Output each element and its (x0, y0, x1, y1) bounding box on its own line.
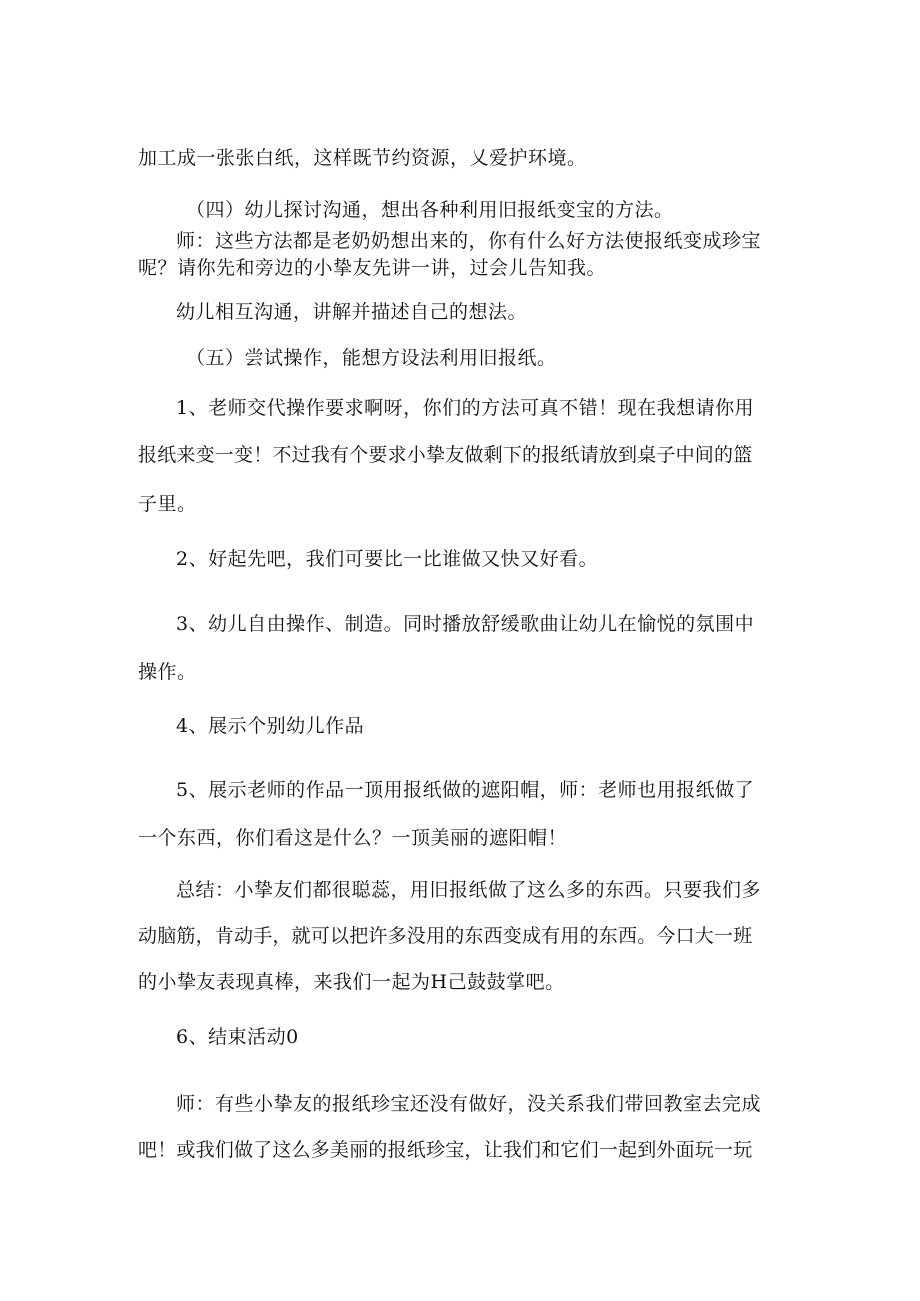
text-line: 师：这些方法都是老奶奶想出来的，你有什么好方法使报纸变成珍宝 (176, 230, 762, 252)
text-line: 子里。 (138, 493, 197, 515)
text-line: 报纸来变一变！不过我有个要求小挚友做剩下的报纸请放到桌子中间的篮 (138, 444, 753, 466)
text-line: 师：有些小挚友的报纸珍宝还没有做好，没关系我们带回教室去完成 (176, 1093, 762, 1115)
list-item: 6、结束活动0 (176, 1026, 299, 1048)
list-item: 4、展示个别幼儿作品 (176, 715, 365, 737)
text-line: 总结：小挚友们都很聪蕊，用旧报纸做了这么多的东西。只要我们多 (176, 879, 762, 901)
section-heading: （四）幼儿探讨沟通，想出各种利用旧报纸变宝的方法。 (186, 199, 674, 221)
text-line: 操作。 (138, 661, 197, 683)
text-line: 呢？请你先和旁边的小挚友先讲一讲，过会儿告知我。 (138, 257, 607, 279)
list-item: 2、好起先吧，我们可要比一比谁做又快又好看。 (176, 548, 599, 570)
list-item: 1、老师交代操作要求啊呀，你们的方法可真不错！现在我想请你用 (176, 397, 755, 419)
list-item: 3、幼儿自由操作、制造。同时播放舒缓歌曲让幼儿在愉悦的氛围中 (176, 613, 755, 635)
text-line: 加工成一张张白纸，这样既节约资源，乂爱护环境。 (138, 147, 587, 169)
text-line: 幼儿相互沟通，讲解并描述自己的想法。 (176, 301, 528, 323)
text-line: 吧！或我们做了这么多美丽的报纸珍宝，让我们和它们一起到外面玩一玩 (138, 1139, 753, 1161)
text-line: 一个东西，你们看这是什么？一顶美丽的遮阳帽！ (138, 827, 568, 849)
text-line: 的小挚友表现真棒，来我们一起为H己鼓鼓掌吧。 (138, 971, 565, 993)
list-item: 5、展示老师的作品一顶用报纸做的遮阳帽，师：老师也用报纸做了 (176, 779, 755, 801)
section-heading: （五）尝试操作，能想方设法利用旧报纸。 (186, 347, 557, 369)
text-line: 动脑筋，肯动手，就可以把许多没用的东西变成有用的东西。今口大一班 (138, 925, 753, 947)
